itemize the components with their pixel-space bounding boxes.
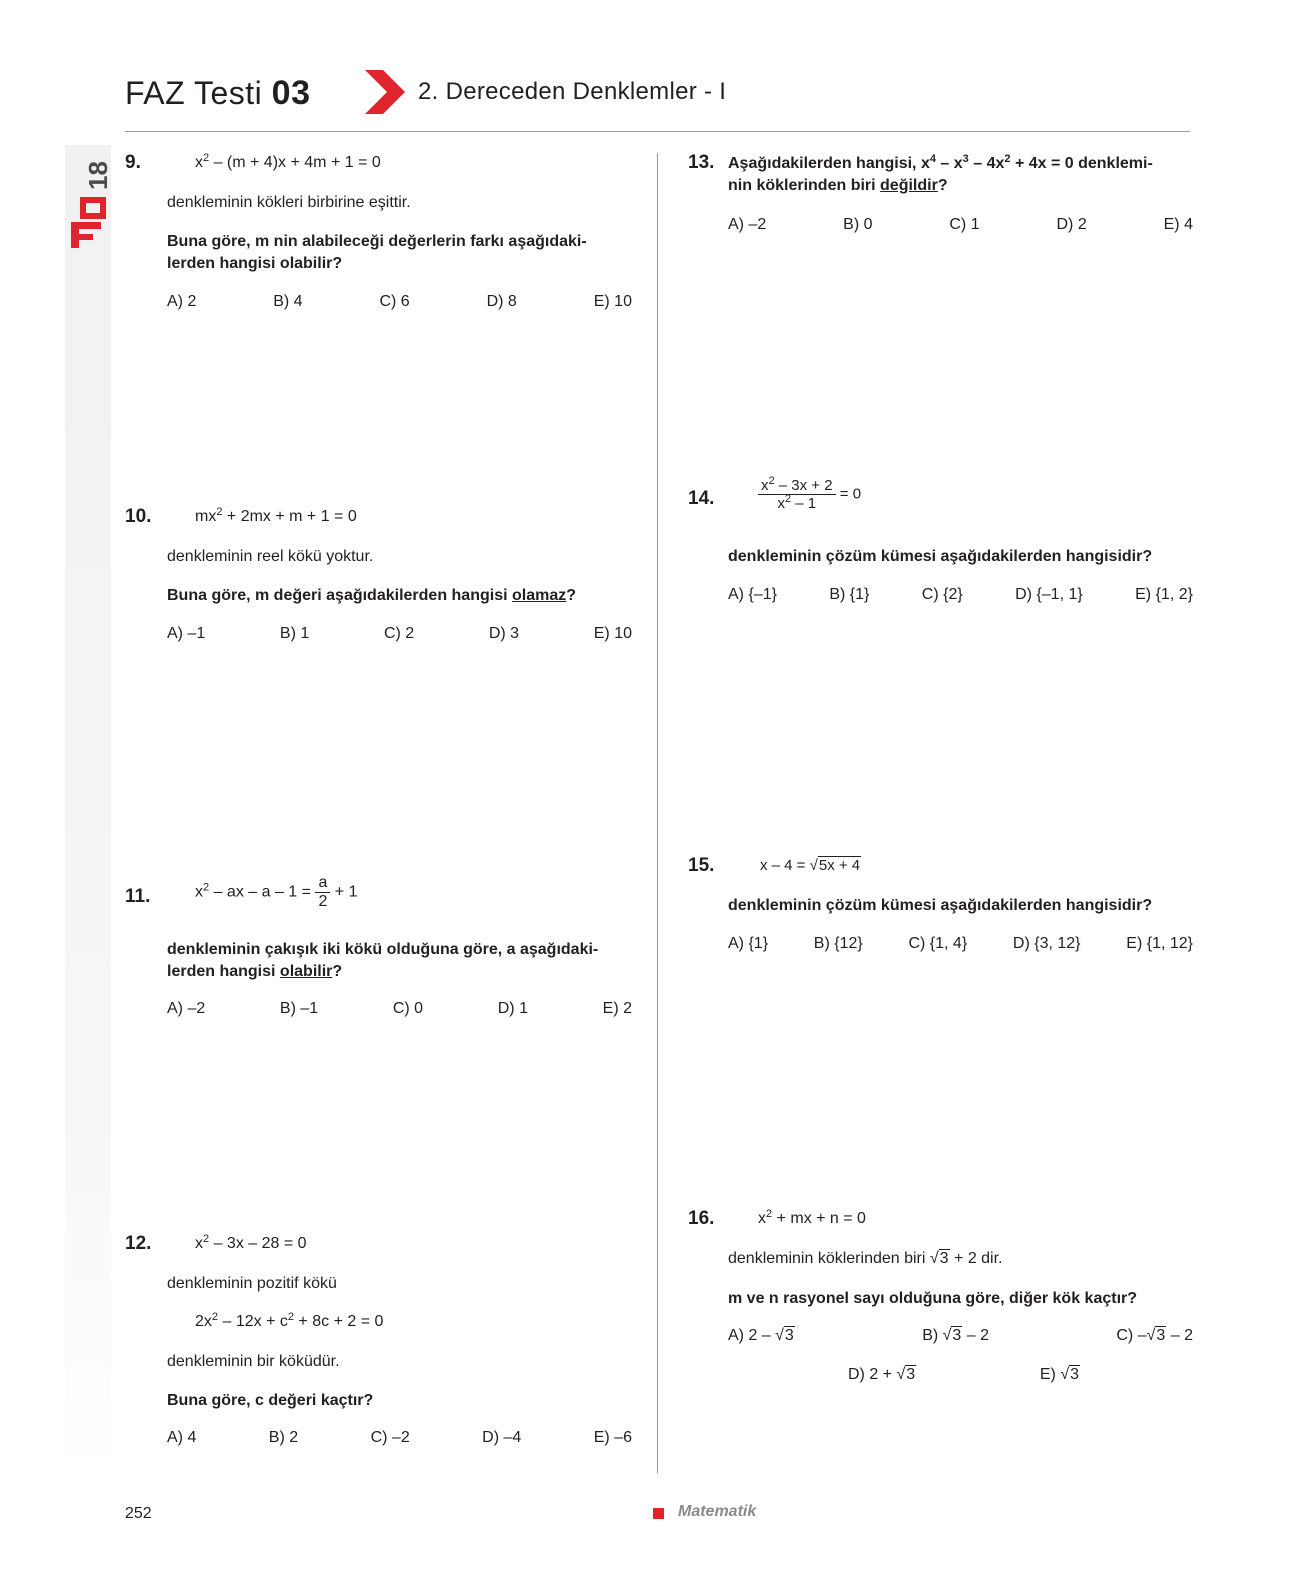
option-d[interactable]: D) –4: [482, 1429, 522, 1446]
equation: $x^2 - (m + 4)x + 4m + 1 = 0$: [195, 152, 381, 171]
fraction: $\frac{a}{2}$: [315, 874, 330, 911]
equation: $\frac{x^2 - 3x + 2}{x^2 - 1}$ = 0: [758, 477, 861, 512]
answer-options: [167, 293, 632, 311]
test-title: FAZ Testi 03: [125, 74, 311, 112]
option-e[interactable]: E) {1, 2}: [1135, 586, 1193, 603]
option-b[interactable]: B) 2: [268, 1429, 299, 1446]
equation: $x^2$ – ax – a – 1 = $\frac{a}{2}$ + 1: [195, 874, 358, 910]
answer-options: [728, 216, 1193, 234]
question-number: 13.: [688, 152, 715, 173]
option-a[interactable]: A) –2: [728, 216, 767, 233]
question-number: 9.: [125, 152, 141, 173]
question-number: 10.: [125, 506, 152, 527]
chapter-title: 2. Dereceden Denklemler - I: [418, 78, 727, 105]
question-text: denkleminin pozitif kökü: [167, 1275, 337, 1292]
option-c[interactable]: C) 2: [383, 625, 415, 642]
question-text: denkleminin reel kökü yoktur.: [167, 548, 374, 565]
option-d[interactable]: D) {3, 12}: [1012, 935, 1081, 952]
question-number: 11.: [125, 886, 151, 907]
equation: $x^2 - 3x - 28 = 0$: [195, 1233, 307, 1252]
header-divider: [125, 131, 1190, 132]
faz-18-logo: [69, 150, 113, 260]
option-e[interactable]: E) 10: [593, 625, 632, 642]
option-a[interactable]: A) {–1}: [728, 586, 777, 603]
option-b[interactable]: B) √3 – 2: [922, 1327, 990, 1344]
option-e[interactable]: E) √3: [1039, 1366, 1079, 1383]
answer-options: [728, 586, 1193, 604]
option-e[interactable]: E) 10: [593, 293, 632, 310]
option-c[interactable]: C) {1, 4}: [908, 935, 968, 952]
option-a[interactable]: A) 2 – √3: [728, 1327, 794, 1344]
option-e[interactable]: E) 2: [602, 1000, 632, 1017]
option-d[interactable]: D) 3: [488, 625, 520, 642]
option-e[interactable]: E) {1, 12}: [1126, 935, 1193, 952]
question-text: denkleminin köklerinden biri √3 + 2 dir.: [728, 1250, 1003, 1267]
question-number: 15.: [688, 855, 715, 876]
option-c[interactable]: C) –2: [370, 1429, 410, 1446]
option-e[interactable]: E) –6: [593, 1429, 632, 1446]
equation: x – 4 = √5x + 4: [760, 857, 861, 874]
option-b[interactable]: B) –1: [279, 1000, 319, 1017]
option-a[interactable]: A) 2: [167, 293, 197, 310]
page-number: 252: [125, 1505, 152, 1522]
equation: $mx^2 + 2mx + m + 1 = 0$: [195, 506, 357, 525]
square-root: √5x + 4: [809, 857, 861, 874]
footer-subject: Matematik: [678, 1503, 757, 1520]
answer-options: [167, 1429, 632, 1447]
answer-options: [167, 1000, 632, 1018]
question-number: 16.: [688, 1208, 715, 1229]
option-c[interactable]: C) 6: [379, 293, 410, 310]
equation: $x^2$ + mx + n = 0: [758, 1208, 866, 1227]
option-d[interactable]: D) {–1, 1}: [1015, 586, 1083, 603]
option-c[interactable]: C) 0: [392, 1000, 424, 1017]
option-c[interactable]: C) 1: [949, 216, 980, 233]
option-d[interactable]: D) 2 + √3: [848, 1366, 916, 1383]
option-b[interactable]: B) 0: [843, 216, 873, 233]
question-prompt: denkleminin çözüm kümesi aşağıdakilerden hangisidir?: [728, 897, 1153, 914]
question-prompt: denkleminin çözüm kümesi aşağıdakilerden hangisidir?: [728, 548, 1153, 565]
question-prompt: Aşağıdakilerden hangisi, $x^4 - x^3 - 4x^2 + 4x = 0$ denklemi- nin köklerinden biri değildir?: [728, 153, 1153, 194]
option-b[interactable]: B) 1: [279, 625, 310, 642]
answer-options: [728, 1327, 1193, 1345]
side-strip: [65, 145, 111, 1475]
option-c[interactable]: C) –√3 – 2: [1116, 1327, 1193, 1344]
svg-text:18: 18: [83, 161, 113, 190]
option-a[interactable]: A) –1: [167, 625, 206, 642]
question-prompt: denkleminin çakışık iki kökü olduğuna göre, a aşağıdaki- lerden hangisi olabilir?: [167, 941, 599, 980]
question-number: 14.: [688, 488, 715, 509]
question-text: denkleminin kökleri birbirine eşittir.: [167, 194, 411, 211]
question-prompt: Buna göre, c değeri kaçtır?: [167, 1392, 374, 1409]
answer-options: [728, 935, 1193, 953]
column-divider: [657, 153, 658, 1473]
test-number: 03: [271, 74, 311, 112]
option-c[interactable]: C) {2}: [921, 586, 963, 603]
equation-2: $2x^2 - 12x + c^2 + 8c + 2 = 0$: [195, 1311, 384, 1330]
question-number: 12.: [125, 1233, 152, 1254]
option-d[interactable]: D) 2: [1056, 216, 1087, 233]
fraction: $\frac{x^2 - 3x + 2}{x^2 - 1}$: [758, 477, 836, 512]
question-prompt: m ve n rasyonel sayı olduğuna göre, diğer kök kaçtır?: [728, 1290, 1138, 1307]
option-a[interactable]: A) 4: [167, 1429, 197, 1446]
option-b[interactable]: B) {12}: [813, 935, 863, 952]
option-d[interactable]: D) 1: [497, 1000, 528, 1017]
option-d[interactable]: D) 8: [486, 293, 517, 310]
question-prompt: Buna göre, m değeri aşağıdakilerden hangisi olamaz?: [167, 587, 577, 604]
question-prompt: Buna göre, m nin alabileceği değerlerin farkı aşağıdaki- lerden hangisi olabilir?: [167, 233, 587, 272]
chevron-right-icon: [365, 70, 405, 114]
square-icon: [653, 1508, 664, 1519]
option-a[interactable]: A) {1}: [728, 935, 769, 952]
answer-options: [167, 625, 632, 643]
question-text-2: denkleminin bir köküdür.: [167, 1353, 340, 1370]
option-b[interactable]: B) 4: [273, 293, 303, 310]
answer-options-row-2: [848, 1366, 1080, 1384]
option-b[interactable]: B) {1}: [829, 586, 870, 603]
option-a[interactable]: A) –2: [167, 1000, 206, 1017]
option-e[interactable]: E) 4: [1163, 216, 1193, 233]
